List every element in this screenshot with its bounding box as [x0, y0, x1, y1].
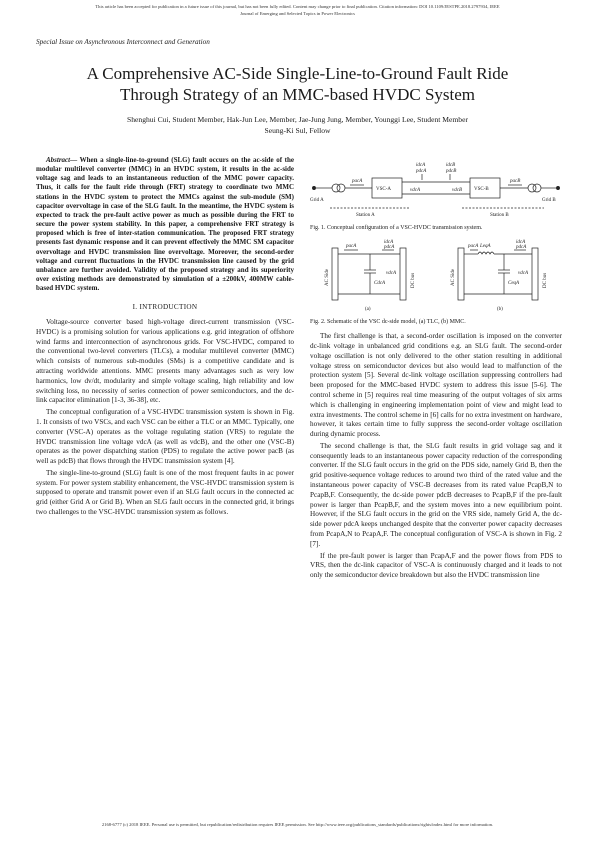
- authors-line-1: Shenghui Cui, Student Member, Hak-Jun Lee, Member, Jae-Jung Jung, Member, Younggi Lee, Student Member: [127, 115, 468, 124]
- fig2b-ceq: CeqA: [508, 281, 520, 287]
- figure-2-diagram: [310, 238, 562, 316]
- abstract-text: — When a single-line-to-ground (SLG) fault occurs on the ac-side of the modular multilevel converter (MMC) in an HVDC system, it results in the ac-side voltage sag and leads to an instantaneous reduction of the MMC power capacity. Thus, it calls for the fault ride through (FRT) strategy to coordinate two MMC stations in the HVDC system to protect the MMCs against the sub-module (SM) capacitor overvoltage in case of the SLG fault. In the meantime, the HVDC system is expected to track the pre-fault active power as much as possible during the FRT to secure the power system stability. In this paper, a comprehensive FRT strategy is proposed which is free of inter-station communication. The proposed FRT strategy presents fast dynamic response and it can prevent effectively the MMC SM capacitor overvoltage and HVDC transmission line overvoltage. Moreover, the second-order voltage and current fluctuations in the HVDC transmission line caused by the grid unbalance are further avoided. Validity of the proposed strategy and its superiority over existing methods are demonstrated by simulation of a ±200kV, 400MW cable-based HVDC system.: [36, 156, 294, 293]
- fig2-sub-a: (a): [365, 307, 371, 313]
- title-line-1: A Comprehensive AC-Side Single-Line-to-Ground Fault Ride: [86, 64, 509, 83]
- fig2b-vdc: vdcA: [518, 271, 528, 277]
- fig1-pac-a: pacA: [352, 179, 363, 184]
- intro-paragraph-2: The conceptual configuration of a VSC-HVDC transmission system is shown in Fig. 1. It consists of two VSCs, and each VSC can be either a TLC or an MMC. Typically, one converter (VSC-A) operates as the voltage regulating station (VRS) to regulate the HVDC transmission line voltage vdcA (as well as vdcB), and the other one (VSC-B) operates as the power dispatching station (PDS) to regulate the active power pacB (as well as pdcB) that flows through the HVDC transmission system [4].: [36, 408, 295, 466]
- fig2b-dc-bus: DC bus: [543, 273, 548, 289]
- authors-line-2: Seung-Ki Sul, Fellow: [264, 126, 331, 136]
- fig2a-pac: pacA: [346, 244, 357, 250]
- fig2a-vdc: vdcA: [386, 271, 396, 277]
- fig1-station-a: Station A: [356, 213, 375, 218]
- copyright-footer: 2168-6777 (c) 2018 IEEE. Personal use is permitted, but republication/redistribution requires IEEE permission. See http://www.ieee.org/publications_standards/publications/rights/index.html for more information.: [101, 822, 494, 827]
- fig2b-ac-side: AC Side: [451, 269, 456, 287]
- right-paragraph-1: The first challenge is that, a second-order oscillation is imposed on the converter dc-link voltage in unbalanced grid conditions e.g. an SLG fault. The second-order voltage oscillation is not only delivered to the other station resulting in additional voltage stress on semiconductor devices but also would lead to malfunction of the protection system [5]. Several dc-link voltage oscillation suppressing controllers had been proposed for the MMC-based HVDC system to address this issue [5-6]. The control scheme in [5] requires real time measuring of the output voltages of six arms which is challenging in engineering implementation point of view and might lead to extra investments. The control scheme in [6] calls for no extra investment on hardware, however, it takes certain time to fully suppress the second-order voltage oscillation during dynamic process.: [310, 332, 562, 439]
- fig1-idc-a: idcA: [416, 163, 426, 168]
- fig2a-pdc: pdcA: [384, 245, 395, 251]
- intro-paragraph-3: The single-line-to-ground (SLG) fault is one of the most frequent faults in ac power system. For power system stability enhancement, the VSC-HVDC transmission system is supposed to operate and transmit power even if an SLG fault occurs in the connected ac grid (either Grid A or Grid B). When an SLG fault occurs in the connected grid, it brings two challenges to the VSC-HVDC transmission system as follows.: [36, 468, 294, 516]
- fig1-idc-b: idcB: [446, 163, 456, 168]
- fig2b-pac: pacA: [468, 244, 479, 250]
- fig1-vdc-a: vdcA: [410, 188, 420, 193]
- fig2b-pdc: pdcA: [516, 245, 527, 251]
- publication-notice-line1: This article has been accepted for publication in a future issue of this journal, but has not been fully edited. Content may change prior to final publication. Citation information: DOI 10.1109/JESTPE.2018.2797934, IEEE: [95, 4, 500, 9]
- right-column: [310, 160, 562, 583]
- paper-title: [30, 64, 565, 105]
- intro-paragraph-1: Voltage-source converter based high-voltage direct-current transmission (VSC-HVDC) is a promising solution for various applications e.g. grid integration of offshore wind farms and interconnection of asynchronous grids. For VSC-HVDC, compared to the conventional two-level converters (TLCs), a modular multilevel converter (MMC) which consists of numerous sub-modules (SMs) is a competitive candidate and is attracting worldwide attentions. MMC presents many advantages such as very low harmonics, low dv/dt, modularity and simple voltage scaling, high reliability and low switching loss, no necessity of series connection of power semiconductors, and the dc-link capacitor elimination [1-3, 36-38], etc.: [36, 318, 294, 405]
- fig1-grid-a: Grid A: [310, 198, 324, 203]
- author-list: [30, 114, 565, 137]
- fig1-pdc-b: pdcB: [446, 169, 457, 174]
- special-issue-label: Special Issue on Asynchronous Interconnect and Generation: [36, 38, 210, 46]
- fig2a-ac-side: AC Side: [325, 269, 330, 287]
- abstract-label: Abstract: [46, 156, 71, 164]
- title-line-2: Through Strategy of an MMC-based HVDC System: [119, 84, 476, 104]
- publication-notice: [20, 4, 575, 17]
- fig1-vsc-b: VSC-B: [474, 187, 489, 192]
- fig2a-cdc: CdcA: [374, 281, 386, 287]
- figure-2-caption: Fig. 2. Schematic of the VSC dc-side model, (a) TLC, (b) MMC.: [310, 319, 466, 326]
- abstract: [36, 156, 294, 293]
- fig1-vdc-b: vdcB: [452, 188, 462, 193]
- fig2a-dc-bus: DC bus: [411, 273, 416, 289]
- fig1-vsc-a: VSC-A: [376, 187, 392, 192]
- fig1-pac-b: pacB: [510, 179, 521, 184]
- fig2b-leq: LeqA: [480, 244, 491, 250]
- fig2-sub-b: (b): [497, 307, 503, 313]
- right-paragraph-3: If the pre-fault power is larger than PcapA,F and the power flows from PDS to VRS, then the dc-link capacitor of VSC-A is continuously charged and it leads to not only the semiconductor device breakdown but also the HVDC transmission line: [310, 551, 562, 580]
- section-heading-introduction: I. INTRODUCTION: [132, 303, 198, 312]
- fig1-station-b: Station B: [490, 213, 509, 218]
- fig1-pdc-a: pdcA: [416, 169, 427, 174]
- figure-1-caption: Fig. 1. Conceptual configuration of a VSC-HVDC transmission system.: [310, 225, 483, 231]
- figure-1-diagram: [310, 160, 562, 222]
- right-paragraph-2: The second challenge is that, the SLG fault results in grid voltage sag and it consequently leads to an instantaneous power capacity reduction of the corresponding converter. If the SLG fault occurs in the grid on the PDS side, namely Grid B, then the grid positive-sequence voltage reduces to around two third of the rated value and the instantaneous power capacity of VSC-B decreases from its rated value PcapB,N to PcapB,F. Consequently, the dc-side power pdcB decreases to PcapB,F if the pre-fault power is larger than PcapB,F, and the system moves into a new equilibrium point. However, if the SLG fault occurs in the grid on the VRS side, namely Grid A, the dc-side power pdcA keeps unchanged despite that the converter power capacity decreases from PcapA,N to PcapA,F. The conceptual configuration of VSC-A is shown in Fig. 2 [7].: [310, 441, 562, 548]
- fig2b-idc: idcA: [516, 240, 526, 246]
- fig2a-idc: idcA: [384, 240, 394, 246]
- fig1-grid-b: Grid B: [542, 198, 556, 203]
- left-column: [36, 156, 294, 520]
- publication-notice-line2: Journal of Emerging and Selected Topics in Power Electronics: [240, 10, 355, 16]
